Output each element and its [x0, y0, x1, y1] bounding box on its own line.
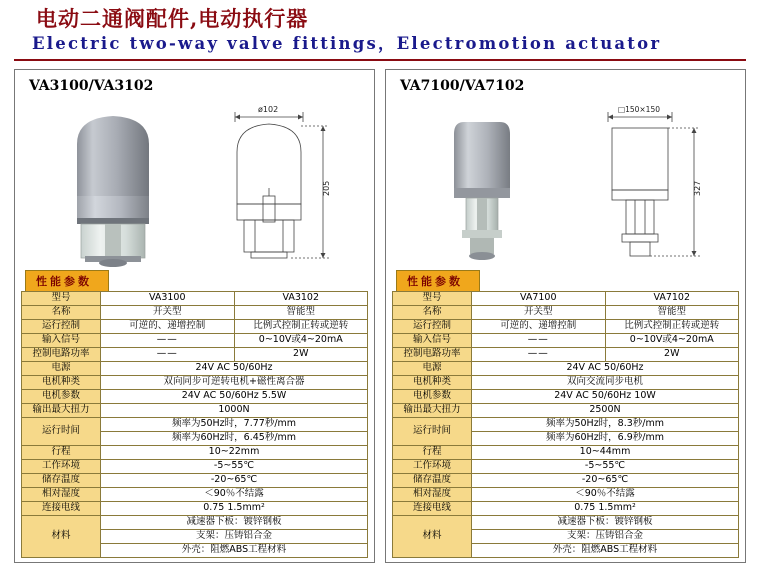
- row-label: 输出最大扭力: [393, 404, 472, 418]
- row-label: 电机参数: [393, 390, 472, 404]
- row-label: 输出最大扭力: [22, 404, 101, 418]
- table-row: [393, 502, 739, 516]
- product-panel-va7100: [385, 69, 746, 563]
- row-label: 电机种类: [22, 376, 101, 390]
- product-title-right: VA7100/VA7102: [400, 78, 525, 94]
- row-value-span: 频率为50Hz时，8.3秒/mm: [472, 418, 739, 432]
- row-label: 控制电路功率: [393, 348, 472, 362]
- table-row: [22, 404, 368, 418]
- row-value-2: 0~10V或4~20mA: [234, 334, 368, 348]
- row-label: 名称: [393, 306, 472, 320]
- table-row: [393, 404, 739, 418]
- row-value-1: 开关型: [101, 306, 235, 320]
- row-label: 工作环境: [22, 460, 101, 474]
- table-row: [393, 376, 739, 390]
- row-value-span: 0.75 1.5mm²: [101, 502, 368, 516]
- row-value-span-2: 支架：压铸铝合金: [472, 530, 739, 544]
- row-value-1: ——: [472, 348, 606, 362]
- row-value-2: 2W: [234, 348, 368, 362]
- row-value-span: 10~44mm: [472, 446, 739, 460]
- row-label: 运行控制: [393, 320, 472, 334]
- table-row: [393, 320, 739, 334]
- table-row: [393, 306, 739, 320]
- table-row: [22, 334, 368, 348]
- row-label: 相对湿度: [393, 488, 472, 502]
- row-value-1: VA7100: [472, 292, 606, 306]
- row-value-span: -20~65℃: [101, 474, 368, 488]
- row-value-1: ——: [472, 334, 606, 348]
- row-value-1: 可逆的、递增控制: [101, 320, 235, 334]
- row-value-span: -5~55℃: [101, 460, 368, 474]
- row-value-span-2: 支架：压铸铝合金: [101, 530, 368, 544]
- row-label: 工作环境: [393, 460, 472, 474]
- row-value-2: 2W: [605, 348, 739, 362]
- actuator-dimension-drawing-left: [211, 100, 341, 268]
- table-row: [393, 348, 739, 362]
- dimension-diameter-right: □150×150: [618, 105, 661, 114]
- row-label: 储存温度: [393, 474, 472, 488]
- row-label: 电源: [22, 362, 101, 376]
- table-row: [22, 502, 368, 516]
- page-title-cn: 电动二通阀配件,电动执行器: [36, 6, 309, 31]
- row-value-span: 双向同步可逆转电机+磁性离合器: [101, 376, 368, 390]
- row-value-span-2: 频率为60Hz时，6.9秒/mm: [472, 432, 739, 446]
- table-row: [393, 516, 739, 530]
- table-row: [393, 474, 739, 488]
- row-value-span: 2500N: [472, 404, 739, 418]
- row-value-span: 减速器下板：镀锌钢板: [101, 516, 368, 530]
- table-row: [22, 306, 368, 320]
- row-value-span-2: 频率为60Hz时，6.45秒/mm: [101, 432, 368, 446]
- row-label: 运行时间: [393, 418, 472, 446]
- table-row: [22, 460, 368, 474]
- row-label: 电机参数: [22, 390, 101, 404]
- row-value-span: 频率为50Hz时，7.77秒/mm: [101, 418, 368, 432]
- row-label: 型号: [393, 292, 472, 306]
- row-label: 连接电线: [22, 502, 101, 516]
- table-row: [393, 334, 739, 348]
- table-row: [22, 292, 368, 306]
- row-value-2: VA7102: [605, 292, 739, 306]
- dimension-height-left: 205: [322, 180, 331, 196]
- table-row: [22, 488, 368, 502]
- product-title-left: VA3100/VA3102: [29, 78, 154, 94]
- spec-header-left: 性能参数: [25, 270, 109, 291]
- row-value-1: VA3100: [101, 292, 235, 306]
- row-label: 材料: [22, 516, 101, 558]
- row-value-span: 24V AC 50/60Hz 5.5W: [101, 390, 368, 404]
- row-value-span: 双向交流同步电机: [472, 376, 739, 390]
- row-value-span: 24V AC 50/60Hz: [472, 362, 739, 376]
- row-label: 行程: [22, 446, 101, 460]
- row-label: 储存温度: [22, 474, 101, 488]
- product-panel-va3100: [14, 69, 375, 563]
- page-header: [0, 0, 760, 63]
- row-value-span-3: 外壳：阻燃ABS工程材料: [101, 544, 368, 558]
- row-label: 输入信号: [22, 334, 101, 348]
- table-row: [393, 446, 739, 460]
- row-value-2: 智能型: [234, 306, 368, 320]
- row-label: 输入信号: [393, 334, 472, 348]
- actuator-photo-right: [426, 100, 546, 268]
- dimension-height-right: 327: [693, 180, 702, 196]
- product-panels: [0, 63, 760, 563]
- actuator-photo-left: [55, 100, 175, 268]
- product-drawing-left: [21, 98, 368, 270]
- dimension-diameter-left: ø102: [258, 105, 279, 114]
- actuator-dimension-drawing-right: [582, 100, 712, 268]
- table-row: [22, 446, 368, 460]
- row-label: 运行时间: [22, 418, 101, 446]
- row-value-span: 减速器下板：镀锌钢板: [472, 516, 739, 530]
- spec-header-right: 性能参数: [396, 270, 480, 291]
- row-value-span: 0.75 1.5mm²: [472, 502, 739, 516]
- row-label: 材料: [393, 516, 472, 558]
- row-value-span: ＜90％不结露: [472, 488, 739, 502]
- spec-table-right: [392, 291, 739, 558]
- row-value-1: 可逆的、递增控制: [472, 320, 606, 334]
- row-value-2: 0~10V或4~20mA: [605, 334, 739, 348]
- row-label: 相对湿度: [22, 488, 101, 502]
- header-divider: [14, 59, 746, 61]
- table-row: [22, 390, 368, 404]
- row-value-span: -5~55℃: [472, 460, 739, 474]
- table-row: [22, 376, 368, 390]
- row-label: 控制电路功率: [22, 348, 101, 362]
- row-value-1: 开关型: [472, 306, 606, 320]
- row-value-1: ——: [101, 334, 235, 348]
- table-row: [22, 418, 368, 432]
- row-value-span: 24V AC 50/60Hz 10W: [472, 390, 739, 404]
- table-row: [393, 362, 739, 376]
- row-value-span: -20~65℃: [472, 474, 739, 488]
- row-value-span: 24V AC 50/60Hz: [101, 362, 368, 376]
- table-row: [22, 474, 368, 488]
- row-value-1: ——: [101, 348, 235, 362]
- row-label: 型号: [22, 292, 101, 306]
- table-row: [22, 320, 368, 334]
- row-label: 连接电线: [393, 502, 472, 516]
- table-row: [393, 460, 739, 474]
- table-row: [393, 390, 739, 404]
- row-label: 电源: [393, 362, 472, 376]
- product-drawing-right: [392, 98, 739, 270]
- row-value-2: VA3102: [234, 292, 368, 306]
- row-value-2: 比例式控制正转或逆转: [234, 320, 368, 334]
- row-value-span: 10~22mm: [101, 446, 368, 460]
- table-row: [393, 488, 739, 502]
- row-label: 运行控制: [22, 320, 101, 334]
- row-label: 名称: [22, 306, 101, 320]
- table-row: [22, 362, 368, 376]
- table-row: [393, 292, 739, 306]
- table-row: [393, 418, 739, 432]
- row-value-2: 智能型: [605, 306, 739, 320]
- table-row: [22, 516, 368, 530]
- row-label: 电机种类: [393, 376, 472, 390]
- row-value-span-3: 外壳：阻燃ABS工程材料: [472, 544, 739, 558]
- spec-table-left: [21, 291, 368, 558]
- row-value-2: 比例式控制正转或逆转: [605, 320, 739, 334]
- row-value-span: 1000N: [101, 404, 368, 418]
- row-value-span: ＜90％不结露: [101, 488, 368, 502]
- page-title-en: Electric two-way valve fittings，Electromotion actuator: [32, 34, 662, 54]
- row-label: 行程: [393, 446, 472, 460]
- table-row: [22, 348, 368, 362]
